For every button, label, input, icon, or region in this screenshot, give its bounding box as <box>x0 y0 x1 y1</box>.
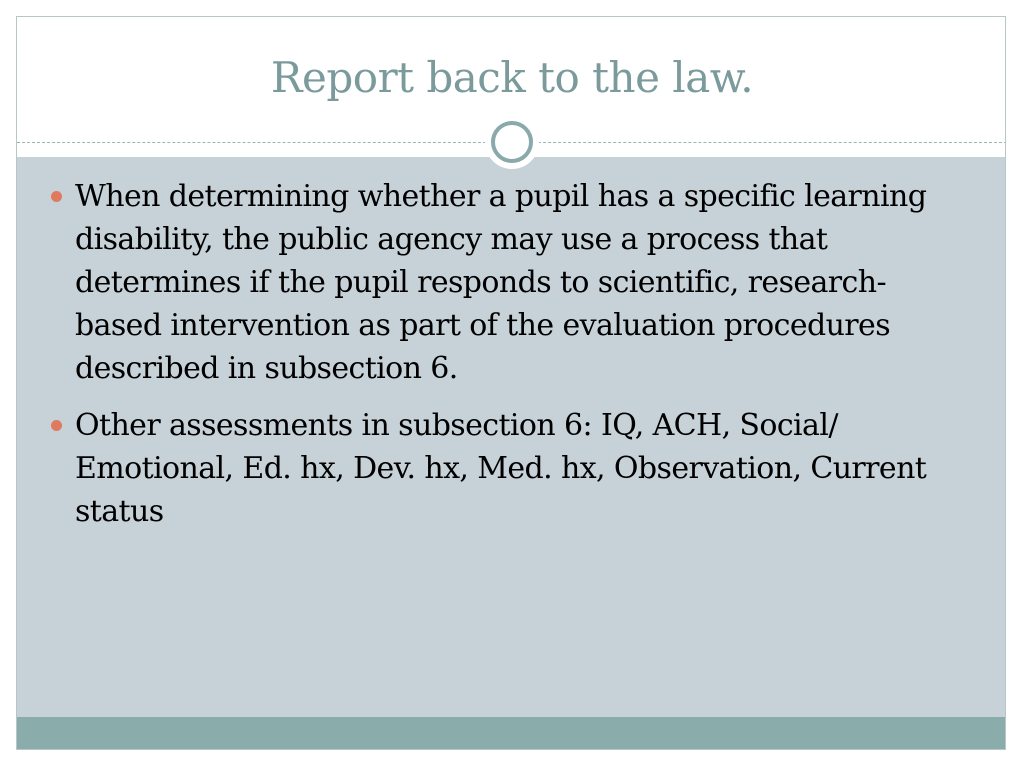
slide <box>16 16 1006 750</box>
ring-inner <box>491 121 533 163</box>
slide-title: Report back to the law. <box>270 53 754 102</box>
decorative-ring-icon <box>485 115 539 169</box>
bullet-item <box>49 175 969 390</box>
bullet-dot-icon <box>51 420 62 431</box>
bullet-dot-icon <box>51 191 62 202</box>
footer-band <box>17 717 1006 750</box>
bullet-item <box>49 404 969 533</box>
bullet-list <box>49 175 969 547</box>
bullet-text: Other assessments in subsection 6: IQ, ACH, Social/ Emotional, Ed. hx, Dev. hx, Med. hx, Observation, Current status <box>75 408 927 529</box>
bullet-text: When determining whether a pupil has a specific learning disability, the public agency may use a process that determines if the pupil responds to scientific, research-based intervention as part of the evaluation procedures described in subsection 6. <box>75 179 927 386</box>
